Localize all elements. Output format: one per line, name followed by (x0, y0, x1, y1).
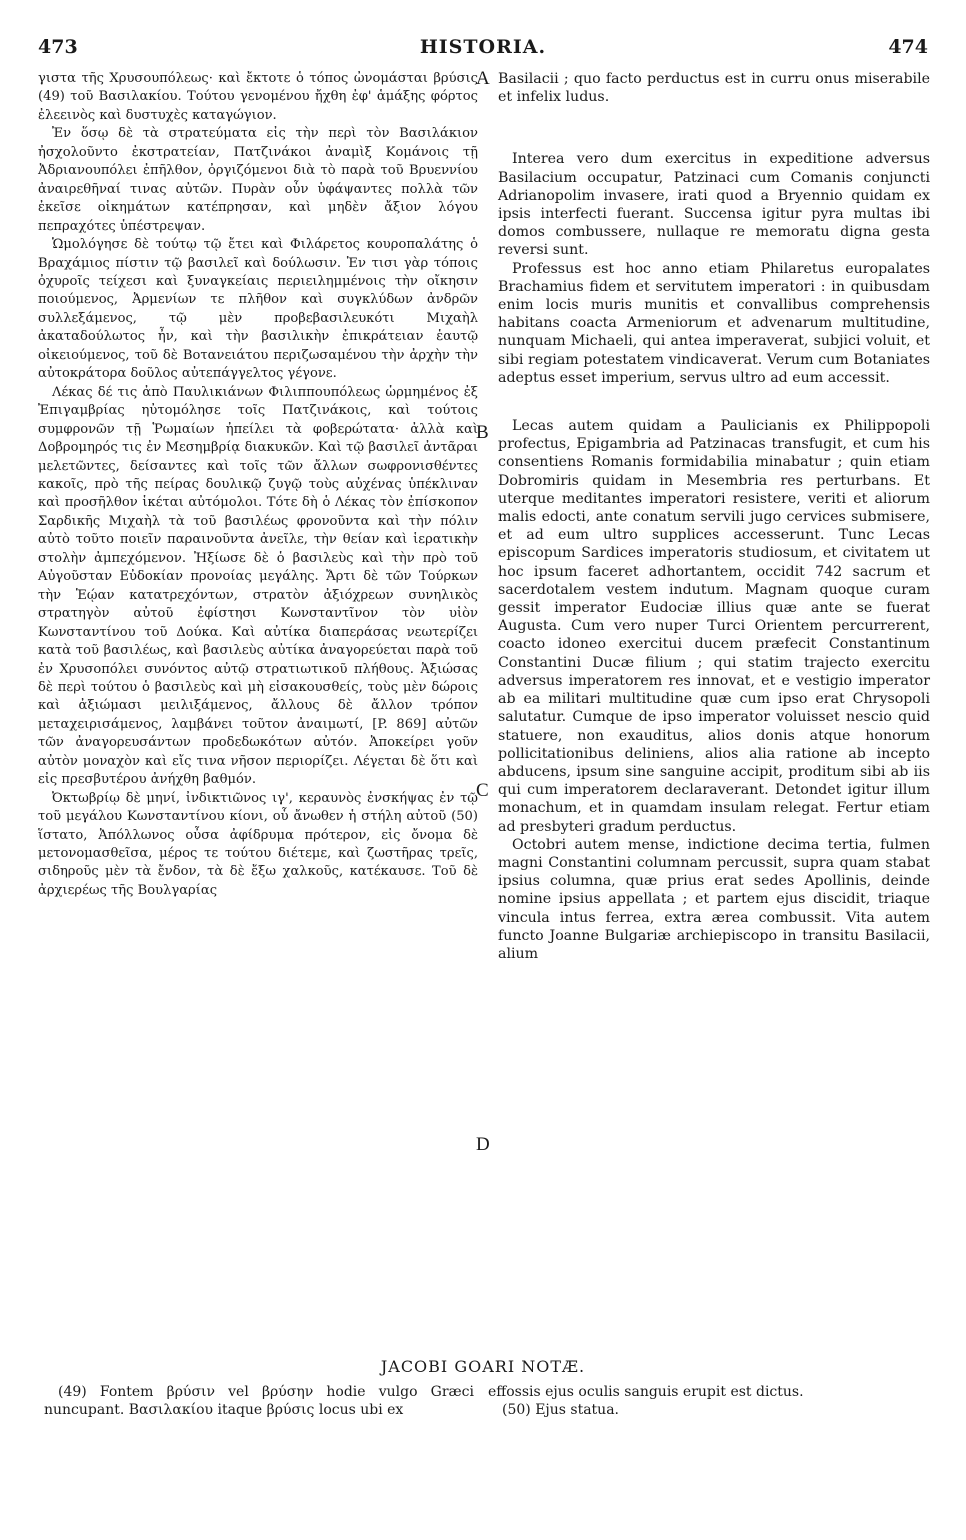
latin-paragraph: Interea vero dum exercitus in expeditione adversus Basilacium occupatur, Patzinaci cum Comanis conjuncti Adrianopolim invasere, irati quod a Bryennio quidam ex ipsis interfecti fuerant. Succensa igitur pyra multas ibi domos combussere, nullaque re memoratu digna gesta reversi sunt. (498, 151, 930, 259)
running-title: HISTORIA. (419, 36, 547, 58)
greek-paragraph: Ἐν ὅσῳ δὲ τὰ στρατεύματα εἰς τὴν περὶ τὸν Βασιλάκιον ἠσχολοῦντο ἐκστρατείαν, Πατζινάκοι ἀναμὶξ Κομάνοις τῇ Ἀδριανουπόλει ἐπῆλθον, ὀργιζόμενοι διὰ τὸ παρὰ τοῦ Βρυεννίου ἀναιρεθῆναί τινας αὐτῶν. Πυρὰν οὖν ὑφάψαντες πολλὰ τῶν ἐκεῖσε οἰκημάτων κατέπρησαν, καὶ μηδὲν ἄξιον λόγου πεπραχότες ὑπέστρεψαν. (38, 126, 478, 234)
latin-paragraph: Basilacii ; quo facto perductus est in curru onus miserabile et infelix ludus. (498, 71, 930, 106)
note-49 (44, 1383, 474, 1419)
running-header (38, 36, 928, 62)
left-page-number: 473 (38, 36, 78, 58)
section-marker-d: D (476, 1134, 490, 1155)
right-page-number: 474 (888, 36, 928, 58)
greek-paragraph: Ὡμολόγησε δὲ τούτῳ τῷ ἔτει καὶ Φιλάρετος κουροπαλάτης ὁ Βραχάμιος πίστιν τῷ βασιλεῖ καὶ δούλωσιν. Ἐν τισι γὰρ τόποις ὀχυροῖς τείχεσι καὶ ξυναγκείαις περιειλημμένοις τὴν οἴκησιν ποιούμενος, Ἀρμενίων τε πλῆθον καὶ συγκλύδων ἀνδρῶν συλλεξάμενος, τῷ μὲν προβεβασιλευκότι Μιχαὴλ ἀκαταδούλωτος ἦν, καὶ τὴν βασιλικὴν ἐπικράτειαν ἑαυτῷ οἰκειούμενος, τοῦ δὲ Βοτανειάτου περιζωσαμένου τὴν ἀρχὴν τὴν αὐτοκράτορα δοῦλος αὐτεπάγγελτος γέγονε. (38, 237, 478, 382)
note-49-continuation: effossis ejus oculis sanguis erupit est dictus. (488, 1384, 804, 1400)
note-50: (50) Ejus statua. (502, 1402, 619, 1418)
latin-paragraph: Octobri autem mense, indictione decima tertia, fulmen magni Constantini columnam percussit, supra quam stabat ipsius columna, quæ prius erat sedes Apollinis, deinde nomine ipsius appellata ; et partem ejus discidit, triaque vincula intus ferrea, extra ærea combussit. Vita autem functo Joanne Bulgariæ archiepiscopo in transitu Basilacii, alium (498, 836, 930, 962)
latin-paragraph: Professus est hoc anno etiam Philaretus europalates Brachamius fidem et servitutem imperatori : in quibusdam enim locis muris munitis et convallibus comprehensis habitans coacta Armeniorum et advenarum multitudine, nunquam Michaeli, qui antea imperaverat, subjici voluit, et sibi regiam potestatem vindicaverat. Verum cum Botaniates adeptus esset imperium, servus ultro ad eum accessit. (498, 260, 930, 386)
greek-paragraph: γιστα τῆς Χρυσουπόλεως· καὶ ἔκτοτε ὁ τόπος ὠνομάσται βρύσις (49) τοῦ Βασιλακίου. Τούτου γενομένου ἤχθη ἐφ' ἁμάξης φόρτος ἐλεεινὸς καὶ δυστυχὲς καταγώγιον. (38, 71, 478, 123)
latin-column (498, 70, 930, 963)
note-49-text: (49) Fontem βρύσιν vel βρύσην hodie vulgo Græci nuncupant. Βασιλακίου itaque βρύσις locus ubi ex (44, 1384, 474, 1418)
latin-paragraph: Lecas autem quidam a Paulicianis ex Philippopoli profectus, Epigambria ad Patzinacas transfugit, et cum his consentiens Romanis formidabilia minabatur ; quin etiam Dobromiris quidam in Mesembria res perturbans. Et uterque meditantes imperatori resistere, veriti et aliorum malis edocti, ante conatum servili jugo cervices submisere, et ad eum ultro supplices accesserunt. Tunc Lecas episcopum Sardices imperatoris studiosum, et civitatem ut hoc ipsum faceret adhortantem, occidit 742 sacrum et sacerdotalem vestem indutum. Magnam quoque curam gessit imperator Eudociæ illius quæ ante se fuerat Augusta. Cum vero nuper Turci Orientem percurrerent, coacto idoneo exercitui ducem præfecit Constantinum Constantini Ducæ filium ; qui statim trajecto exercitu adversus imperatorem res innovat, et e vestigio imperator ab ea militari multitudine quæ cum ipso erat Chrysopoli salutatur. Cumque de ipso imperator voluisset nescio quid statuere, non exauditus, alios donis atque honorum pollicitationibus deliniens, alios alia ratione ab incepto abducens, ipsum sine sanguine accipit, proditum sibi ab iis qui cum imperatorem declaraverant. Detondet igitur illum monachum, et in quamdam insulam relegat. Fertur etiam ad presbyteri gradum perductus. (498, 418, 930, 835)
section-marker-a: A (476, 68, 490, 89)
section-marker-b: B (476, 422, 489, 443)
notes-title: JACOBI GOARI NOTÆ. (380, 1357, 586, 1376)
greek-paragraph: Ὀκτωβρίῳ δὲ μηνί, ἰνδικτιῶνος ιγ', κεραυνὸς ἐνσκήψας ἐν τῷ τοῦ μεγάλου Κωνσταντίνου κίονι, οὗ ἄνωθεν ἡ στήλη αὐτοῦ (50) ἵστατο, Ἀπόλλωνος οὖσα ἀφίδρυμα πρότερον, εἰς ὄνομα δὲ μετονομασθεῖσα, μέρος τε τούτου διέτεμε, καὶ ζωστῆρας τρεῖς, σιδηροῦς μὲν τὰ ἔνδον, τὰ δὲ ἔξω χαλκοῦς, κατέκαυσε. Τοῦ δὲ ἀρχιερέως τῆς Βουλγαρίας (38, 790, 478, 898)
greek-paragraph: Λέκας δέ τις ἀπὸ Παυλικιάνων Φιλιππουπόλεως ὡρμημένος ἐξ Ἐπιγαμβρίας ηὐτομόλησε τοῖς Πατζινάκοις, καὶ τούτοις συμφρονῶν τῇ Ῥωμαίων ἠπείλει τὰ φοβερώτατα· ἀλλὰ καὶ Δοβρομηρός τις ἐν Μεσημβρίᾳ διακυκῶν. Καὶ τῷ βασιλεῖ ἀντᾶραι μελετῶντες, δείσαντες καὶ τοῖς τῶν ἄλλων σωφρονισθέντες κακοῖς, πρὸ τῆς πείρας δουλικῷ ζυγῷ τοὺς αὐχένας ὑπέκλιναν καὶ προσῆλθον ἱκέται αὐτόμολοι. Τότε δὴ ὁ Λέκας τὸν ἐπίσκοπον Σαρδικῆς Μιχαὴλ τὰ τοῦ βασιλέως φρονοῦντα καὶ τὴν πόλιν αὐτὸ τοῦτο ποιεῖν παραινοῦντα ἀνεῖλε, τὴν θείαν καὶ ἱερατικὴν στολὴν ἀμπεχόμενον. Ἠξίωσε δὲ ὁ βασιλεὺς καὶ τὴν πρὸ τοῦ Αὐγοῦσταν Εὐδοκίαν προνοίας μεγάλης. Ἄρτι δὲ τῶν Τούρκων τὴν Ἑῴαν κατατρεχόντων, στρατὸν ἀξιόχρεων συνηλικὸς στρατηγὸν αὐτοῦ ἐφίστησι Κωνσταντῖνον τὸν υἱὸν Κωνσταντίνου τοῦ Δούκα. Καὶ αὐτίκα διαπεράσας νεωτερίζει κατὰ τοῦ βασιλέως, καὶ βασιλεὺς αὐτίκα ἀναγορεύεται παρὰ τοῦ ἐν Χρυσοπόλει συνόντος αὐτῷ στρατιωτικοῦ πλήθους. Ἀξιώσας δὲ περὶ τούτου ὁ βασιλεὺς καὶ μὴ εἰσακουσθείς, τοὺς μὲν δώροις καὶ ἀξιώμασι μειλιξάμενος, ἄλλους δὲ ἄλλον τρόπον μεταχειρισάμενος, λαμβάνει τοῦτον ἀναιμωτί, [P. 869] αὐτῶν τῶν ἀναγορευσάντων προδεδωκότων αὐτόν. Ἀποκείρει γοῦν αὐτὸν μοναχὸν καὶ εἴς τινα νῆσον περιορίζει. Λέγεται δὲ ὅτι καὶ εἰς πρεσβυτέρου ἀνήχθη βαθμόν. (38, 384, 478, 788)
section-marker-c: C (476, 780, 489, 801)
greek-column (38, 70, 478, 900)
notes-continuation (488, 1383, 928, 1419)
